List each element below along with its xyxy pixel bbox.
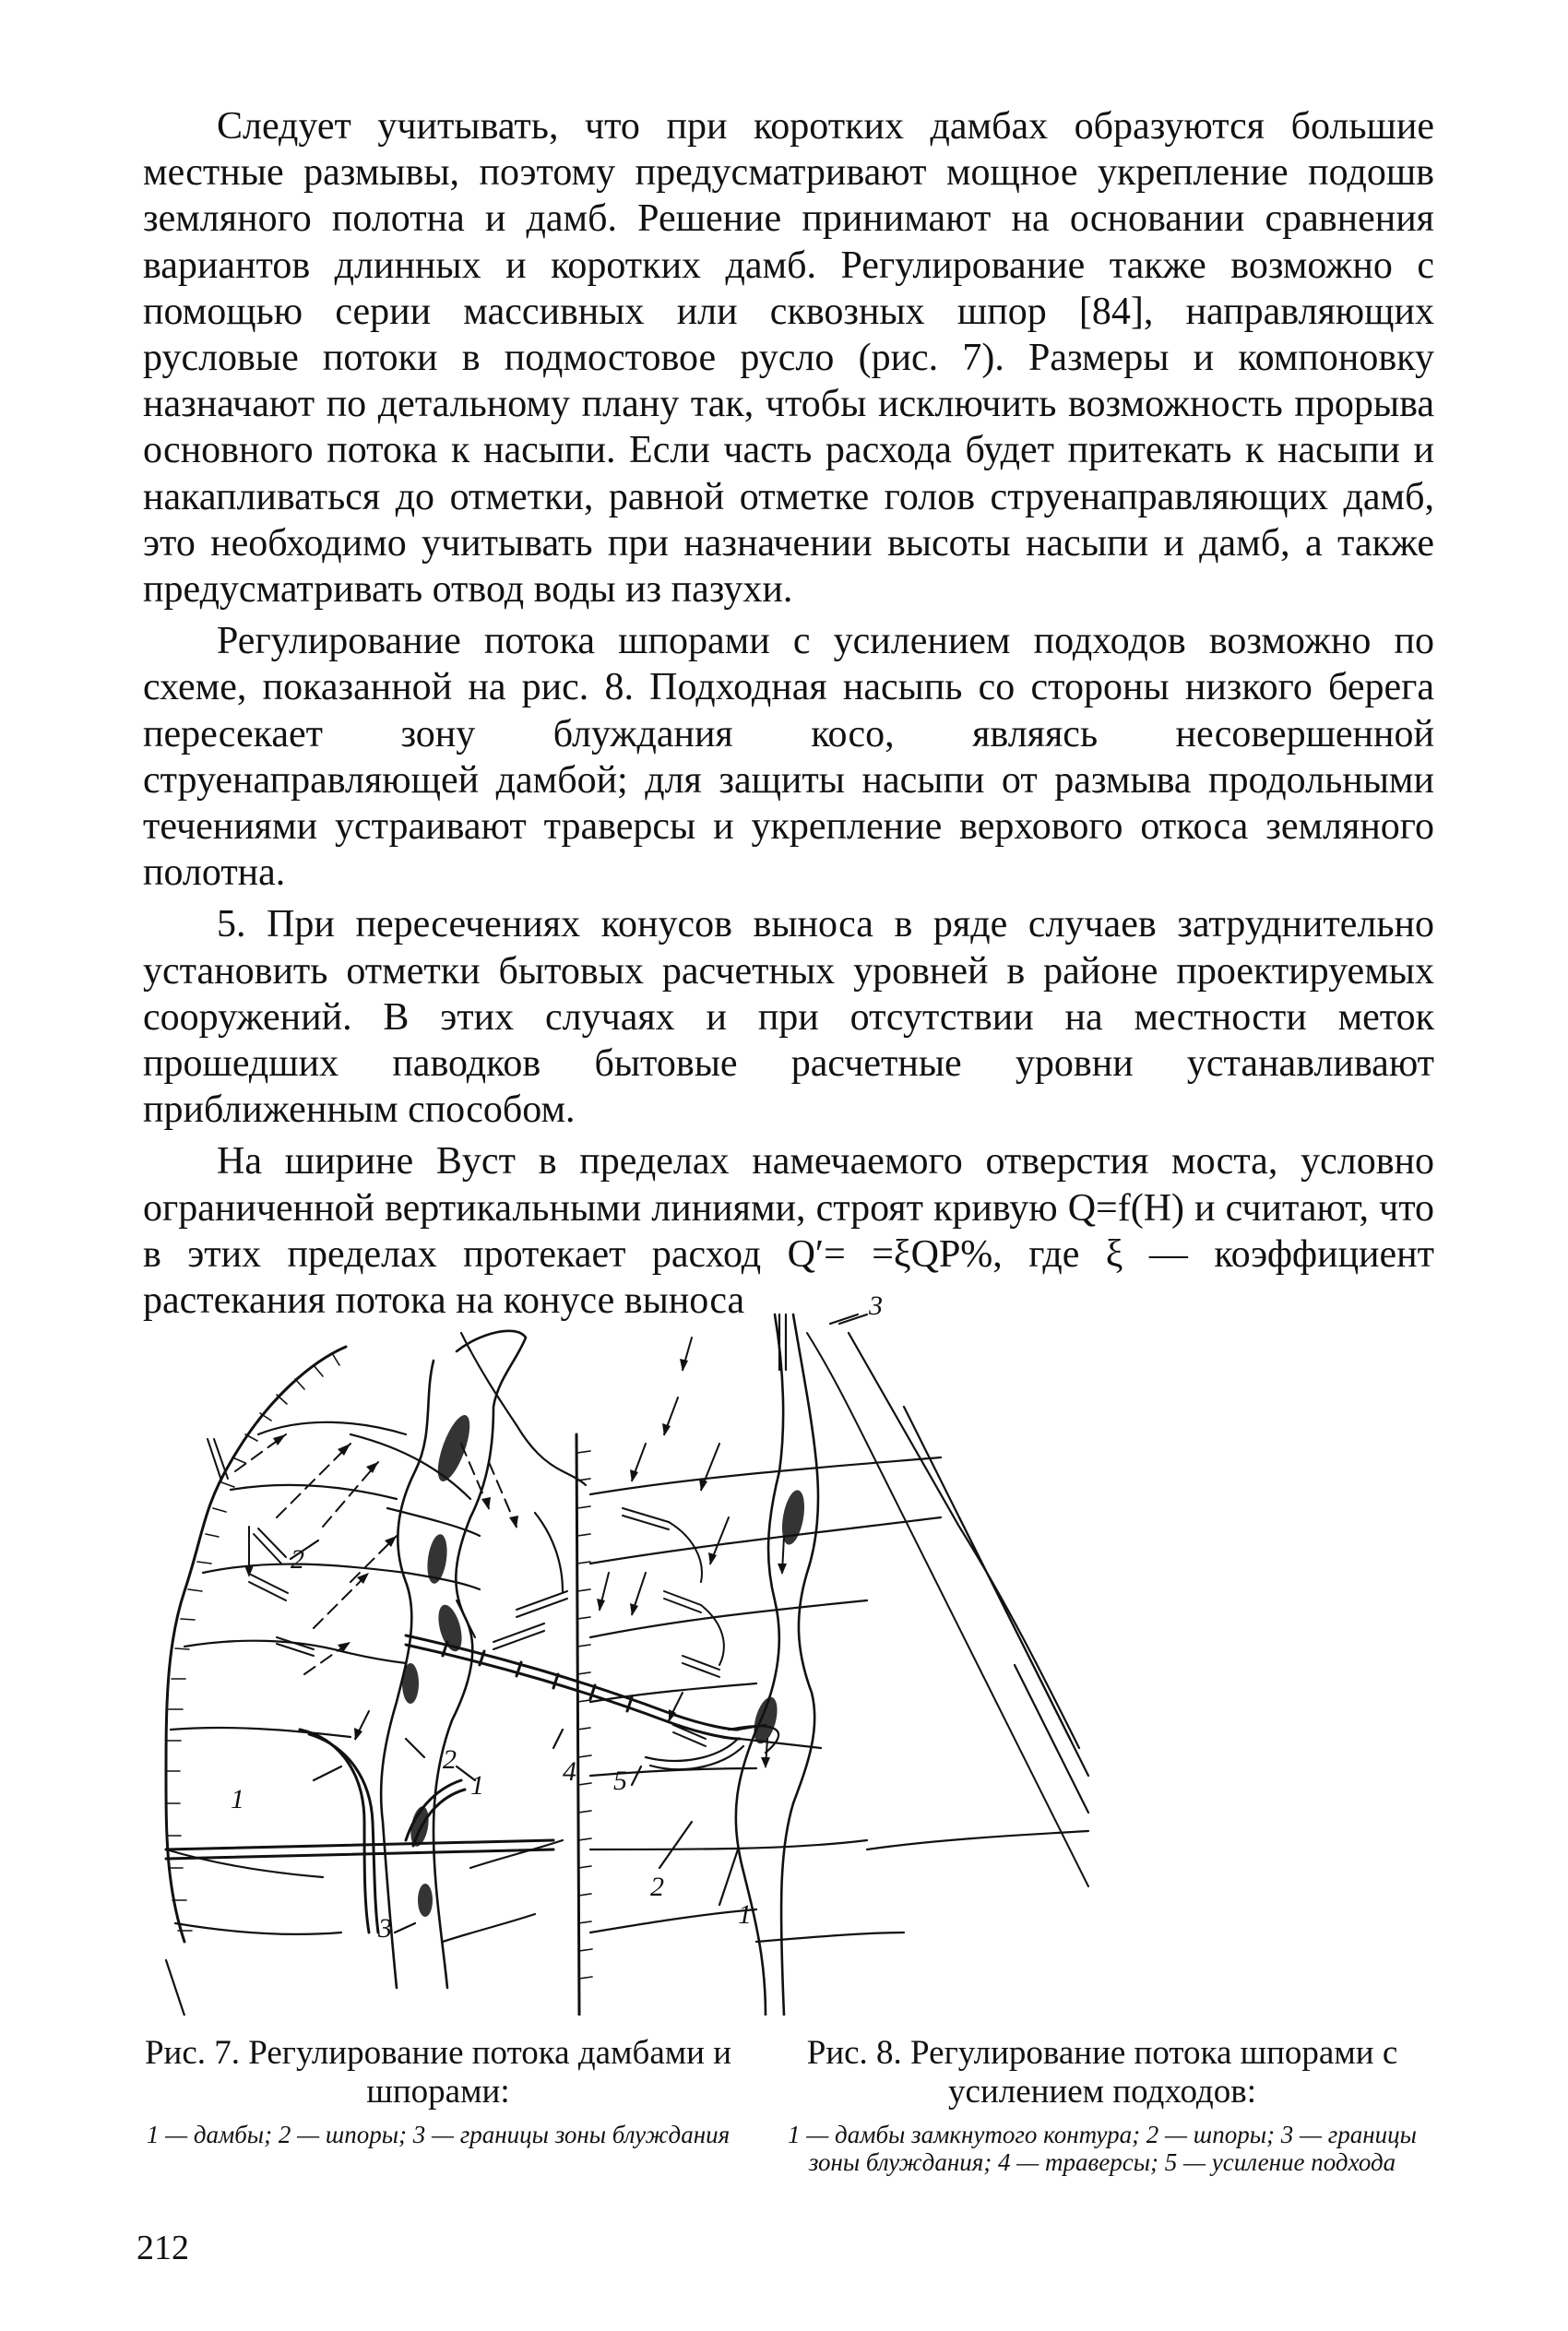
- page-number: 212: [137, 2229, 189, 2267]
- figures-drawing: [129, 1296, 1448, 2016]
- paragraph: Следует учитывать, что при коротких дамбах образуются большие местные размывы, поэтому предусматривают мощное укрепление подошв земляного полотна и дамб. Решение принимают на основании сравнения вариантов длинных и коротких дамб. Регулирование также возможно с помощью серии массивных или сквозных шпор [84], направляющих русловые потоки в подмостовое русло (рис. 7). Размеры и компоновку назначают по детальному плану так, чтобы исключить возможность прорыва основного потока к насыпи. Если часть расхода будет притекать к насыпи и накапливаться до отметки, равной отметке голов струенаправляющих дамб, это необходимо учитывать при назначении высоты насыпи и дамб, а также предусматривать отвод воды из пазухи.: [143, 105, 1434, 612]
- fig8-label-4: 4: [563, 1756, 576, 1787]
- fig7-label-1b: 1: [470, 1770, 484, 1801]
- fig8-label-2: 2: [650, 1872, 664, 1902]
- figures-area: [129, 1296, 1448, 2016]
- paragraph: 5. При пересечениях конусов выноса в ряде случаев затруднительно установить отметки бытовых расчетных уровней в районе проектируемых сооружений. В этих случаях и при отсутствии на местности меток прошедших паводков бытовые расчетные уровни устанавливают приближенным способом.: [143, 903, 1434, 1132]
- fig8-label-1: 1: [738, 1899, 752, 1930]
- figure-7-caption: [125, 2034, 752, 2148]
- fig7-label-2b: 2: [443, 1744, 457, 1775]
- figure-8-caption-title: Рис. 8. Регулирование потока шпорами с усилением подходов:: [806, 2034, 1398, 2111]
- figure-8-caption: [770, 2034, 1434, 2176]
- fig7-label-2a: 2: [291, 1544, 304, 1575]
- fig7-label-1a: 1: [231, 1784, 244, 1814]
- paragraph: Регулирование потока шпорами с усилением подходов возможно по схеме, показанной на рис. 8. Подходная насыпь со стороны низкого берега пересекает зону блуждания косо, являясь несовершенной струенаправляющей дамбой; для защиты насыпи от размыва продольными течениями устраивают траверсы и укрепление верхового откоса земляного полотна.: [143, 620, 1434, 895]
- figure-7-caption-title: Рис. 7. Регулирование потока дамбами и шпорами:: [144, 2034, 732, 2111]
- figure-7-caption-legend: 1 — дамбы; 2 — шпоры; 3 — границы зоны блуждания: [146, 2121, 731, 2148]
- fig8-label-3: 3: [869, 1296, 883, 1321]
- fig8-label-5: 5: [613, 1766, 627, 1796]
- fig7-label-3: 3: [378, 1913, 392, 1944]
- figure-8-caption-legend: 1 — дамбы замкнутого контура; 2 — шпоры; 3 — границы зоны блуждания; 4 — траверсы; 5 — усиление подхода: [788, 2121, 1417, 2176]
- body-text: [143, 103, 1434, 1329]
- paragraph: На ширине Bуст в пределах намечаемого отверстия моста, условно ограниченной вертикальными линиями, строят кривую Q=f(H) и считают, что в этих пределах протекает расход Q′= =ξQP%, где ξ — коэффициент растекания потока на конусе выноса: [143, 1140, 1434, 1323]
